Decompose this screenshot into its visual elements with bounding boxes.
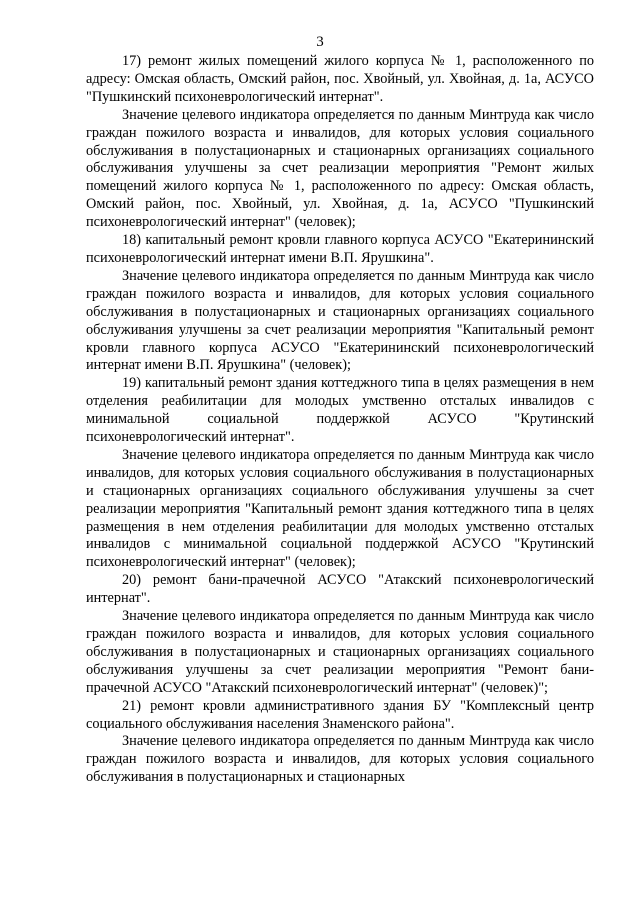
item-19-paragraph: 19) капитальный ремонт здания коттеджного типа в целях размещения в нем отделения реабилитации для молодых умственно отсталых инвалидов с минимальной социальной поддержкой АСУСО "Крутинский психоневрологический интернат".	[86, 375, 594, 446]
indicator-20-paragraph: Значение целевого индикатора определяется по данным Минтруда как число граждан пожилого возраста и инвалидов, для которых условия социального обслуживания в полустационарных и стационарных организациях социального обслуживания улучшены за счет реализации мероприятия "Ремонт бани-прачечной АСУСО "Атакский психоневрологический интернат" (человек)";	[86, 608, 594, 696]
document-body	[86, 53, 594, 787]
indicator-21-paragraph: Значение целевого индикатора определяется по данным Минтруда как число граждан пожилого возраста и инвалидов, для которых условия социального обслуживания в полустационарных и стационарных	[86, 733, 594, 786]
item-20-paragraph: 20) ремонт бани-прачечной АСУСО "Атакский психоневрологический интернат".	[86, 572, 594, 607]
item-17-paragraph: 17) ремонт жилых помещений жилого корпуса № 1, расположенного по адресу: Омская область, Омский район, пос. Хвойный, ул. Хвойная, д. 1а, АСУСО "Пушкинский психоневрологический интернат".	[86, 53, 594, 105]
indicator-17-paragraph: Значение целевого индикатора определяется по данным Минтруда как число граждан пожилого возраста и инвалидов, для которых условия социального обслуживания в полустационарных и стационарных организациях социального обслуживания улучшены за счет реализации мероприятия "Ремонт жилых помещений жилого корпуса № 1, расположенного по адресу: Омская область, Омский район, пос. Хвойный, ул. Хвойная, д. 1а, АСУСО "Пушкинский психоневрологический интернат" (человек);	[86, 106, 594, 231]
page-number: 3	[316, 34, 324, 50]
item-18-paragraph: 18) капитальный ремонт кровли главного корпуса АСУСО "Екатерининский психоневрологический интернат имени В.П. Ярушкина".	[86, 232, 594, 266]
indicator-19-paragraph: Значение целевого индикатора определяется по данным Минтруда как число инвалидов, для которых условия социального обслуживания в полустационарных и стационарных организациях социального обслуживания улучшены за счет реализации мероприятия "Капитальный ремонт здания коттеджного типа в целях размещения в нем отделения реабилитации для молодых умственно отсталых инвалидов с минимальной социальной поддержкой АСУСО "Крутинский психоневрологический интернат" (человек);	[86, 446, 594, 571]
indicator-18-paragraph: Значение целевого индикатора определяется по данным Минтруда как число граждан пожилого возраста и инвалидов, для которых условия социального обслуживания в полустационарных и стационарных организациях социального обслуживания улучшены за счет реализации мероприятия "Капитальный ремонт кровли главного корпуса АСУСО "Екатерининский психоневрологический интернат имени В.П. Ярушкина" (человек);	[86, 267, 594, 374]
item-21-paragraph: 21) ремонт кровли административного здания БУ "Комплексный центр социального обслуживания населения Знаменского района".	[86, 697, 594, 732]
